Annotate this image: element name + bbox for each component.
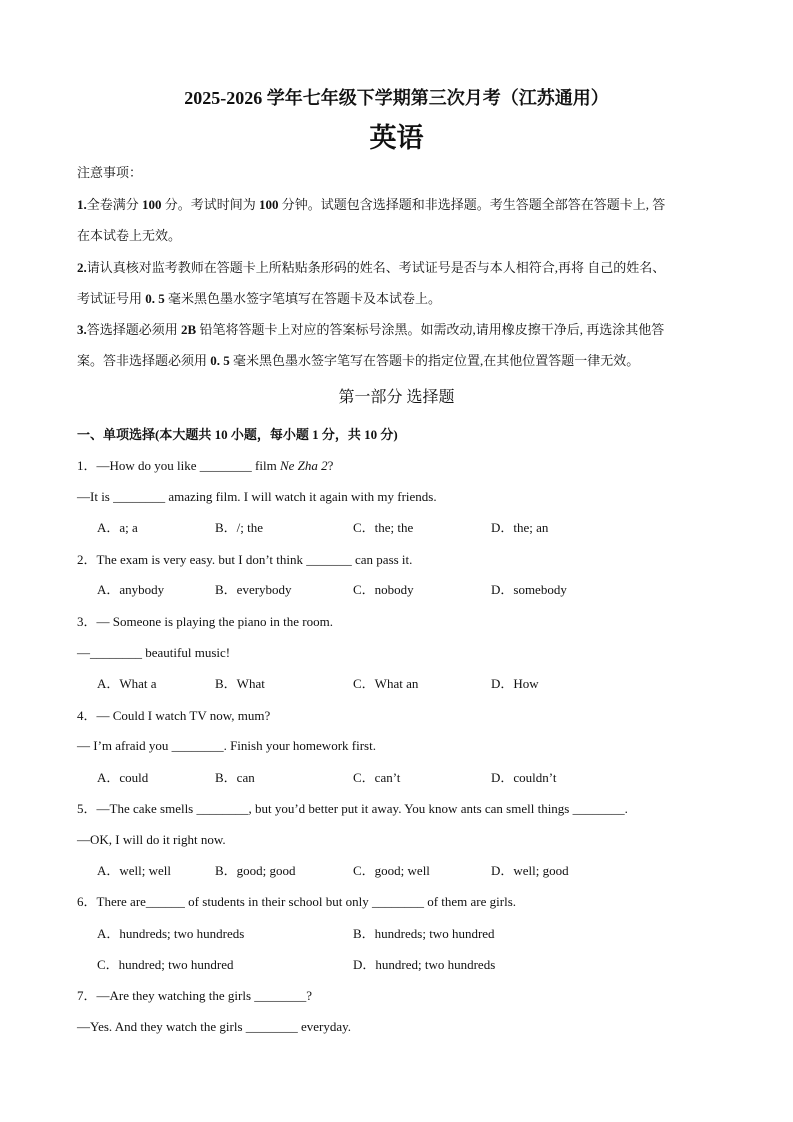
part-title: 第一部分 选择题 — [338, 389, 455, 406]
option-a: A．anybody — [97, 582, 165, 597]
option-a: A．well; well — [97, 863, 172, 878]
option-b: B．/; the — [215, 520, 264, 535]
question-7-reply: —Yes. And they watch the girls ________ everyday. — [77, 1019, 352, 1034]
subject-title: 英语 — [369, 123, 424, 153]
question-7: 7．—Are they watching the girls ________? — [77, 988, 313, 1003]
question-1: 1．—How do you like ________ film Ne Zha 2? — [77, 458, 334, 473]
option-a: A．could — [97, 770, 149, 785]
option-c: C．What an — [353, 676, 419, 691]
question-5-reply: —OK, I will do it right now. — [77, 832, 226, 847]
option-b: B．can — [215, 770, 255, 785]
question-4: 4．— Could I watch TV now, mum? — [77, 708, 271, 723]
option-c: C．hundred; two hundred — [97, 957, 234, 972]
option-b: B．everybody — [215, 582, 292, 597]
note-2-cont: 考试证号用 0. 5 毫米黑色墨水签字笔填写在答题卡及本试卷上。 — [77, 291, 442, 306]
option-c: C．the; the — [353, 520, 414, 535]
option-d: D．How — [491, 676, 539, 691]
exam-title: 2025-2026 学年七年级下学期第三次月考（江苏通用） — [184, 88, 609, 108]
note-1: 1.全卷满分 100 分。考试时间为 100 分钟。试题包含选择题和非选择题。考生答题全部答在答题卡上, 答 — [77, 197, 666, 212]
question-4-reply: — I’m afraid you ________. Finish your homework first. — [77, 738, 376, 753]
option-d: D．the; an — [491, 520, 549, 535]
option-b: B．hundreds; two hundred — [353, 926, 495, 941]
section-heading: 一、单项选择(本大题共 10 小题，每小题 1 分，共 10 分) — [77, 427, 398, 442]
option-d: D．couldn’t — [491, 770, 557, 785]
question-2: 2．The exam is very easy. but I don’t think _______ can pass it. — [77, 552, 413, 567]
option-d: D．hundred; two hundreds — [353, 957, 496, 972]
option-b: B．good; good — [215, 863, 296, 878]
option-a: A．hundreds; two hundreds — [97, 926, 245, 941]
option-a: A．a; a — [97, 520, 138, 535]
note-3: 3.答选择题必须用 2B 铅笔将答题卡上对应的答案标号涂黑。如需改动,请用橡皮擦干净后, 再选涂其他答 — [77, 322, 665, 337]
option-b: B．What — [215, 676, 265, 691]
question-1-reply: —It is ________ amazing film. I will watch it again with my friends. — [77, 489, 437, 504]
option-c: C．good; well — [353, 863, 430, 878]
notes-heading: 注意事项： — [77, 165, 143, 180]
option-a: A．What a — [97, 676, 157, 691]
option-d: D．somebody — [491, 582, 567, 597]
question-5: 5．—The cake smells ________, but you’d better put it away. You know ants can smell things ________. — [77, 801, 628, 816]
option-c: C．can’t — [353, 770, 401, 785]
question-6: 6．There are______ of students in their school but only ________ of them are girls. — [77, 894, 517, 909]
option-c: C．nobody — [353, 582, 414, 597]
question-3-reply: —________ beautiful music! — [77, 645, 231, 660]
note-3-cont: 案。答非选择题必须用 0. 5 毫米黑色墨水签字笔写在答题卡的指定位置,在其他位置答题一律无效。 — [77, 353, 640, 368]
note-2: 2.请认真核对监考教师在答题卡上所粘贴条形码的姓名、考试证号是否与本人相符合,再将 自己的姓名、 — [77, 260, 666, 275]
note-1-cont: 在本试卷上无效。 — [77, 228, 182, 243]
question-3: 3．— Someone is playing the piano in the room. — [77, 614, 333, 629]
option-d: D．well; good — [491, 863, 569, 878]
